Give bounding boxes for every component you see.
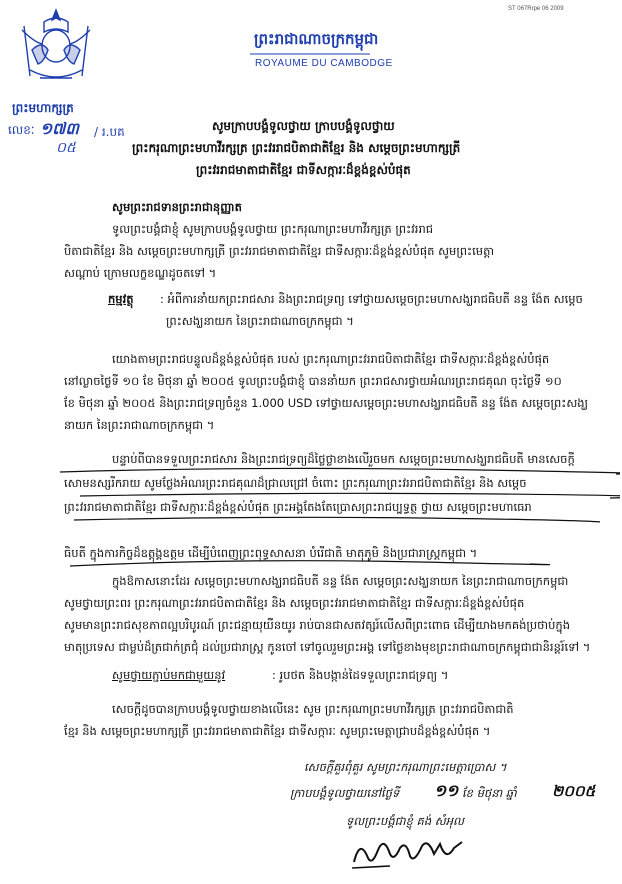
paragraph-2-line-1: យោងតាមព្រះរាជបន្ទូលដ៏ខ្ពង់ខ្ពស់បំផុត របស់ ព្រះករុណាព្រះវររាជបិតាជាតិខ្មែរ ជាទីសក្ការៈដ៏ខ្ពង់ខ្ពស់បំផុត: [112, 352, 550, 366]
kingdom-title-khmer: ព្រះរាជាណាចក្រកម្ពុជា: [254, 30, 379, 48]
paragraph-4-line-4: មាតុប្រទេស ជាម្លប់ដ៏ត្រជាក់ត្រជុំ ដល់ប្រជារាស្ត្រ កូនចៅ ទៅចូលរួមព្រះអង្គ ទៅថ្ងៃខាងមុខព្រះរាជាណាចក្រកម្ពុជាជានិរន្តរ៍ទៅ ។: [64, 640, 591, 654]
hand-underlines: [60, 448, 620, 588]
reference-code: ST 067Rrpe 06 2009: [508, 6, 564, 12]
signoff-line-2-prefix: ក្រាបបង្គំទូលថ្វាយនៅថ្ងៃទី: [290, 786, 400, 800]
signoff-month: ខែ មិថុនា ឆ្នាំ: [462, 786, 517, 800]
paragraph-1-line-3: សណ្តាប់ ក្រោមលក្ខខណ្ឌដូចតទៅ ។: [64, 266, 217, 280]
attachment-label: សូមថ្វាយភ្ជាប់មកជាមួយនូវ: [112, 668, 226, 682]
closing-line-2: ខ្មែរ និង សម្តេចព្រះមហាក្សត្រី ព្រះវររាជមាតាជាតិខ្មែរ ជាទីសក្ការៈ សូមព្រះមេត្តាជ្រាបដ៏ខ្ពង់ខ្ពស់បំផុត ។: [64, 724, 491, 738]
signoff-name: ទូលព្រះបង្គំជាខ្ញុំ គង់ សំអុល: [346, 814, 464, 828]
paragraph-3-line-2: សោមនស្សរីករាយ សូមថ្លែងអំណរព្រះរាជគុណដ៏ជ្រាលជ្រៅ ចំពោះ ព្រះករុណាព្រះវររាជបិតាជាតិខ្មែរ និង សម្តេច: [64, 476, 527, 490]
paragraph-2-line-3: ខែ មិថុនា ឆ្នាំ ២០០៥ និងព្រះរាជទ្រព្យចំនួន 1.000 USD ទៅថ្វាយសម្តេចព្រះមហាសង្ឃរាជធិបតី នន្ទ ង៉ែត សម្តេចព្រះសង្ឃ: [64, 396, 589, 410]
signature-mark: [350, 832, 468, 872]
title-line-2: ព្រះករុណាព្រះមហាវីរក្សត្រ ព្រះវររាជបិតាជាតិខ្មែរ និង សម្តេចព្រះមហាក្សត្រី: [132, 141, 461, 155]
title-divider: [250, 52, 370, 56]
signoff-day: ១១: [434, 781, 459, 800]
royal-emblem-icon: [14, 6, 98, 86]
paragraph-3-line-1: បន្ទាប់ពីបានទទួលព្រះរាជសារ និងព្រះរាជទ្រព្យដ៏ថ្លៃថ្លាខាងលើរួចមក សម្តេចព្រះមហាសង្ឃរាជធិបតី មានសេចក្តី: [112, 452, 575, 466]
paragraph-3-line-3: ព្រះវររាជមាតាជាតិខ្មែរ ជាទីសក្ការៈដ៏ខ្ពង់ខ្ពស់បំផុត ព្រះអង្គតែងតែប្រោសព្រះរាជប្បទ្ធត្ថ ថ្វាយ សម្តេចព្រះមហាធេរា: [64, 500, 532, 514]
closing-line-1: សេចក្តីដូចបានក្រាបបង្គំទូលថ្វាយខាងលើនេះ សូម ព្រះករុណាព្រះមហាវីរក្សត្រ ព្រះវររាជបិតាជាតិ: [112, 702, 514, 716]
subject-label: កម្មវត្ថុ: [108, 292, 134, 306]
paragraph-3-line-4: ធិបតី ក្នុងការកិច្ចដ៏ឧត្តុង្គឧត្តម ដើម្បីបំពេញព្រះពុទ្ធសាសនា បំរើជាតិ មាតុភូមិ និងប្រជារាស្ត្រកម្ពុជា ។: [64, 546, 478, 560]
kingdom-title-french: ROYAUME DU CAMBODGE: [255, 58, 393, 69]
cabinet-label: ព្រះមហាក្សត្រ: [12, 101, 74, 115]
signoff-year: ២០០៥: [552, 782, 596, 800]
paragraph-4-line-2: សូមថ្វាយព្រះពរ ព្រះករុណាព្រះវររាជបិតាជាតិខ្មែរ និង សម្តេចព្រះវររាជមាតាជាតិខ្មែរ ជាទីសក្ការៈដ៏ខ្ពង់ខ្ពស់បំផុត: [64, 596, 525, 610]
title-line-1: សូមក្រាបបង្គំទូលថ្វាយ ក្រាបបង្គំទូលថ្វាយ: [212, 119, 395, 133]
document-number-value: ១៧៣: [40, 119, 79, 138]
paragraph-2-line-4: នាយក នៃព្រះរាជាណាចក្រកម្ពុជា ។: [64, 418, 215, 432]
salutation: សូមព្រះរាជទានព្រះរាជានុញ្ញាត: [112, 200, 242, 214]
attachment-text: : រូបថត និងបង្កាន់ដៃទទួលព្រះរាជទ្រព្យ ។: [272, 668, 449, 682]
title-line-3: ព្រះវររាជមាតាជាតិខ្មែរ ជាទីសក្ការៈដ៏ខ្ពង់ខ្ពស់បំផុត: [196, 163, 411, 177]
document-number-label: លេខៈ: [8, 123, 35, 137]
paragraph-4-line-1: ក្នុងឱកាសនោះដែរ សម្តេចព្រះមហាសង្ឃរាជធិបតី នន្ទ ង៉ែត សម្តេចព្រះសង្ឃនាយក នៃព្រះរាជាណាចក្រកម្ពុជា: [112, 574, 569, 588]
signoff-line-1: សេចក្តីគួរពុំគួរ សូមព្រះករុណាព្រះមេត្តាប្រោស ។: [304, 760, 507, 774]
paragraph-2-line-2: នៅល្ងាចថ្ងៃទី ១០ ខែ មិថុនា ឆ្នាំ ២០០៥ ទូលព្រះបង្គំជាខ្ញុំ បាននាំយក ព្រះរាជសារថ្វាយអំណរព្រះរាជគុណ ចុះថ្ងៃទី ១០: [64, 374, 562, 388]
paragraph-1-line-2: បិតាជាតិខ្មែរ និង សម្តេចព្រះមហាក្សត្រី ព្រះវររាជមាតាជាតិខ្មែរ ជាទីសក្ការៈដ៏ខ្ពង់ខ្ពស់បំផុត សូមព្រះមេត្តា: [64, 244, 495, 258]
document-number-suffix: / រ.បគ: [94, 125, 125, 139]
subject-line-2: ព្រះសង្ឃនាយក នៃព្រះរាជាណាចក្រកម្ពុជា ។: [166, 314, 354, 328]
paragraph-1-line-1: ទូលព្រះបង្គំជាខ្ញុំ សូមក្រាបបង្គំទូលថ្វាយ ព្រះករុណាព្រះមហាវីរក្សត្រ ព្រះវររាជ: [112, 222, 434, 236]
document-number-year: ០៥: [56, 140, 76, 156]
subject-line-1: : អំពីការនាំយកព្រះរាជសារ និងព្រះរាជទ្រព្យ ទៅថ្វាយសម្តេចព្រះមហាសង្ឃរាជធិបតី នន្ទ ង៉ែត សម្តេច: [160, 292, 583, 306]
paragraph-4-line-3: សូមមានព្រះរាជសុខភាពល្អបរិបូរណ៍ ព្រះជន្មាយុយឺនយូរ រាប់បានជាសតវត្សរ៍លើសពីព្រះពោធ ដើម្បីយាងមកគង់ប្រថាប់ក្នុង: [64, 618, 571, 632]
